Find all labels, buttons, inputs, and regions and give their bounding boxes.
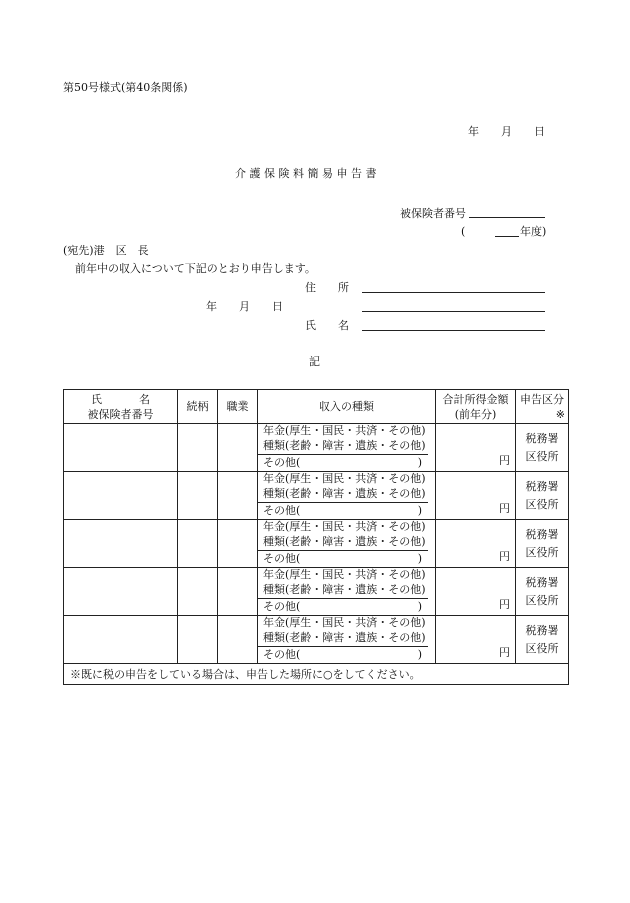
division-cell bbox=[516, 616, 569, 664]
other-income-field[interactable] bbox=[258, 454, 428, 471]
name-cell[interactable] bbox=[64, 616, 178, 664]
office-tax[interactable]: 税務署 bbox=[525, 575, 559, 589]
header-name-a: 氏 bbox=[91, 392, 102, 406]
other-income-field[interactable] bbox=[258, 550, 428, 567]
insured-number-label: 被保険者番号 bbox=[400, 207, 466, 220]
name-cell[interactable] bbox=[64, 472, 178, 520]
income-kind-cell bbox=[258, 472, 436, 520]
other-open: その他( bbox=[263, 552, 301, 565]
division-cell bbox=[516, 520, 569, 568]
office-ward[interactable]: 区役所 bbox=[525, 593, 559, 607]
pension-options[interactable]: 年金(厚生・国民・共済・その他) bbox=[263, 568, 426, 581]
header-division-cell bbox=[516, 390, 569, 424]
relation-cell[interactable] bbox=[178, 520, 218, 568]
amount-cell[interactable] bbox=[436, 520, 516, 568]
applicant-date-day: 日 bbox=[272, 300, 283, 313]
pension-options[interactable]: 年金(厚生・国民・共済・その他) bbox=[263, 616, 426, 629]
header-insured-no: 被保険者番号 bbox=[87, 407, 154, 421]
yen-unit: 円 bbox=[499, 598, 510, 611]
office-ward[interactable]: 区役所 bbox=[525, 497, 559, 511]
office-tax[interactable]: 税務署 bbox=[525, 527, 559, 541]
address-field-line2[interactable] bbox=[362, 311, 545, 312]
pension-options[interactable]: 年金(厚生・国民・共済・その他) bbox=[263, 472, 426, 485]
header-division-mark: ※ bbox=[555, 407, 565, 421]
pension-type-options[interactable]: 種類(老齢・障害・遺族・その他) bbox=[263, 487, 426, 500]
yen-unit: 円 bbox=[499, 550, 510, 563]
yen-unit: 円 bbox=[499, 454, 510, 467]
name-cell[interactable] bbox=[64, 424, 178, 472]
header-total-cell bbox=[436, 390, 516, 424]
relation-cell[interactable] bbox=[178, 424, 218, 472]
fiscal-year-field[interactable] bbox=[495, 236, 519, 237]
intro-text: 前年中の収入について下記のとおり申告します。 bbox=[75, 262, 316, 275]
yen-unit: 円 bbox=[499, 502, 510, 515]
name-cell[interactable] bbox=[64, 568, 178, 616]
other-close: ) bbox=[417, 504, 422, 517]
insured-number-field[interactable] bbox=[469, 217, 545, 218]
income-declaration-table bbox=[63, 389, 569, 685]
fiscal-year-open: ( bbox=[461, 225, 466, 238]
header-total-line1: 合計所得金額 bbox=[442, 392, 509, 406]
table-row bbox=[64, 424, 569, 472]
office-tax[interactable]: 税務署 bbox=[525, 623, 559, 637]
other-open: その他( bbox=[263, 648, 301, 661]
yen-unit: 円 bbox=[499, 646, 510, 659]
amount-cell[interactable] bbox=[436, 424, 516, 472]
header-division: 申告区分 bbox=[520, 392, 564, 406]
footnote-row bbox=[64, 664, 569, 685]
header-occupation: 職業 bbox=[218, 390, 258, 424]
address-label: 住 所 bbox=[305, 281, 349, 294]
office-ward[interactable]: 区役所 bbox=[525, 449, 559, 463]
pension-options[interactable]: 年金(厚生・国民・共済・その他) bbox=[263, 520, 426, 533]
date-day-label: 日 bbox=[534, 125, 545, 138]
amount-cell[interactable] bbox=[436, 616, 516, 664]
amount-cell[interactable] bbox=[436, 472, 516, 520]
other-close: ) bbox=[417, 600, 422, 613]
relation-cell[interactable] bbox=[178, 472, 218, 520]
applicant-date-year: 年 bbox=[206, 300, 217, 313]
office-tax[interactable]: 税務署 bbox=[525, 431, 559, 445]
other-close: ) bbox=[417, 456, 422, 469]
income-kind-cell bbox=[258, 616, 436, 664]
other-open: その他( bbox=[263, 504, 301, 517]
footnote: ※既に税の申告をしている場合は、申告した場所に○をしてください。 bbox=[64, 664, 569, 685]
pension-type-options[interactable]: 種類(老齢・障害・遺族・その他) bbox=[263, 583, 426, 596]
amount-cell[interactable] bbox=[436, 568, 516, 616]
income-kind-cell bbox=[258, 568, 436, 616]
occupation-cell[interactable] bbox=[218, 424, 258, 472]
header-income-kind: 収入の種類 bbox=[258, 390, 436, 424]
name-cell[interactable] bbox=[64, 520, 178, 568]
occupation-cell[interactable] bbox=[218, 472, 258, 520]
header-relation: 続柄 bbox=[178, 390, 218, 424]
ki-heading: 記 bbox=[309, 355, 320, 368]
header-total-line2: (前年分) bbox=[454, 407, 497, 421]
other-close: ) bbox=[417, 552, 422, 565]
header-name-b: 名 bbox=[139, 392, 150, 406]
occupation-cell[interactable] bbox=[218, 568, 258, 616]
table-row bbox=[64, 472, 569, 520]
other-close: ) bbox=[417, 648, 422, 661]
occupation-cell[interactable] bbox=[218, 616, 258, 664]
division-cell bbox=[516, 424, 569, 472]
other-open: その他( bbox=[263, 600, 301, 613]
pension-type-options[interactable]: 種類(老齢・障害・遺族・その他) bbox=[263, 535, 426, 548]
fiscal-year-label: 年度) bbox=[520, 225, 547, 238]
pension-type-options[interactable]: 種類(老齢・障害・遺族・その他) bbox=[263, 439, 426, 452]
occupation-cell[interactable] bbox=[218, 520, 258, 568]
document-title: 介 護 保 険 料 簡 易 申 告 書 bbox=[235, 167, 377, 180]
relation-cell[interactable] bbox=[178, 616, 218, 664]
date-year-label: 年 bbox=[468, 125, 479, 138]
relation-cell[interactable] bbox=[178, 568, 218, 616]
other-income-field[interactable] bbox=[258, 598, 428, 615]
income-kind-cell bbox=[258, 424, 436, 472]
division-cell bbox=[516, 472, 569, 520]
pension-type-options[interactable]: 種類(老齢・障害・遺族・その他) bbox=[263, 631, 426, 644]
other-income-field[interactable] bbox=[258, 502, 428, 519]
header-name-cell bbox=[64, 390, 178, 424]
name-field[interactable] bbox=[362, 330, 545, 331]
table-row bbox=[64, 616, 569, 664]
office-ward[interactable]: 区役所 bbox=[525, 641, 559, 655]
address-field[interactable] bbox=[362, 292, 545, 293]
table-row bbox=[64, 568, 569, 616]
date-month-label: 月 bbox=[501, 125, 512, 138]
table-row bbox=[64, 520, 569, 568]
other-income-field[interactable] bbox=[258, 646, 428, 663]
table-header-row bbox=[64, 390, 569, 424]
addressee: (宛先)港 区 長 bbox=[63, 244, 149, 257]
division-cell bbox=[516, 568, 569, 616]
pension-options[interactable]: 年金(厚生・国民・共済・その他) bbox=[263, 424, 426, 437]
applicant-date-month: 月 bbox=[239, 300, 250, 313]
income-kind-cell bbox=[258, 520, 436, 568]
other-open: その他( bbox=[263, 456, 301, 469]
name-label: 氏 名 bbox=[305, 319, 349, 332]
office-ward[interactable]: 区役所 bbox=[525, 545, 559, 559]
office-tax[interactable]: 税務署 bbox=[525, 479, 559, 493]
form-number: 第50号様式(第40条関係) bbox=[63, 81, 188, 94]
